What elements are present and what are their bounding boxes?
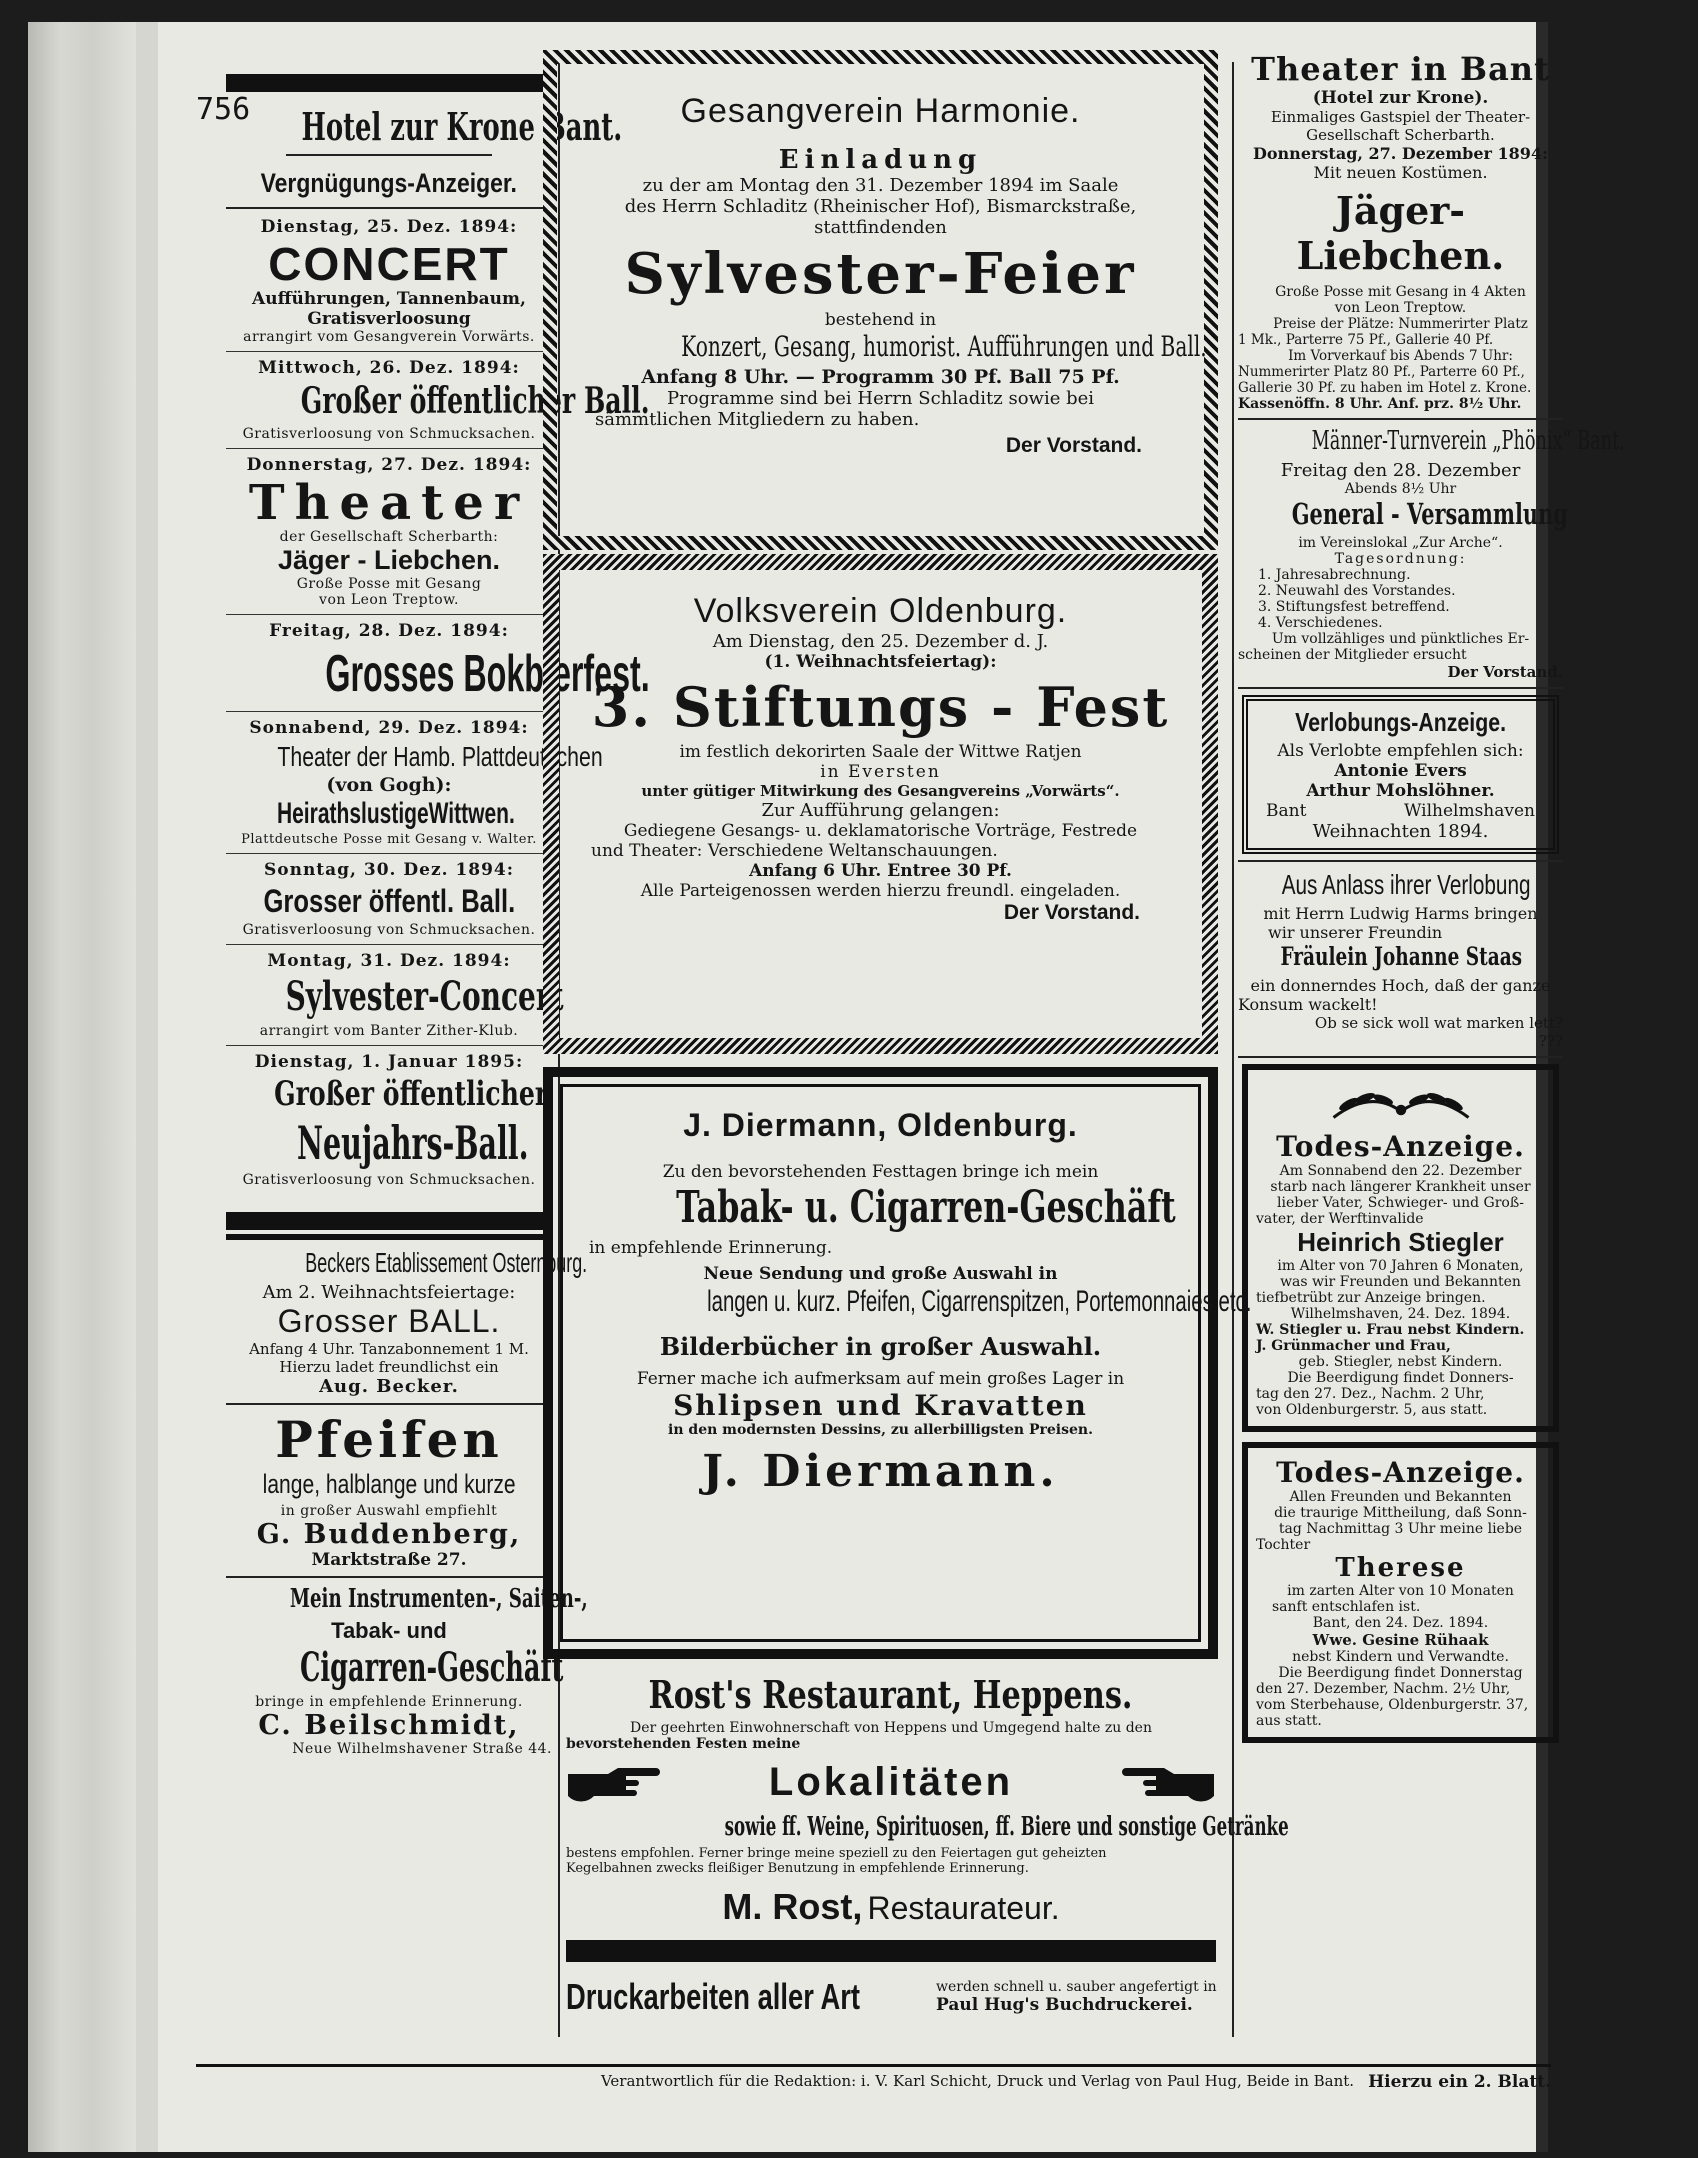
ad-phoenix-agenda-item: 2. Neuwahl des Vorstandes. [1258, 583, 1456, 599]
ad-harmonie-line: stattfindenden [814, 217, 947, 238]
ad-rost-signature [566, 1886, 1216, 1928]
ad-todes-2-line: vom Sterbehause, Oldenburgerstr. 37, [1256, 1697, 1529, 1713]
ad-phoenix-signature: Der Vorstand. [1447, 663, 1563, 681]
event-title-wrap [226, 882, 552, 922]
ad-rost-line-wrap [566, 1812, 1289, 1846]
divider [226, 448, 552, 449]
ad-phoenix-agenda-item: 1. Jahresabrechnung. [1258, 567, 1411, 583]
ad-volksverein [559, 570, 1202, 1038]
ad-rost-line: Der geehrten Einwohnerschaft von Heppens und Umgegend halte zu den [630, 1720, 1152, 1736]
event-line-wrap [226, 796, 552, 832]
ad-diermann-line: Neue Sendung und große Auswahl in [703, 1264, 1058, 1284]
rule-bar [226, 1212, 552, 1230]
ad-todes-2-line: nebst Kindern und Verwandte. [1292, 1649, 1509, 1665]
ad-harmonie-line: sämmtlichen Mitgliedern zu haben. [595, 409, 920, 430]
rule-bar [226, 74, 552, 92]
ad-todes-2-title: Todes-Anzeige. [1276, 1456, 1525, 1489]
event-line: Große Posse mit Gesang [296, 576, 482, 592]
ad-todes-2-line: sanft entschlafen ist. [1272, 1599, 1421, 1615]
column-1 [226, 70, 650, 1757]
ad-todes-1-line: J. Grünmacher und Frau, [1256, 1338, 1451, 1354]
ad-becker-signature: Aug. Becker. [319, 1376, 459, 1397]
ad-becker-line: Anfang 4 Uhr. Tanzabonnement 1 M. [249, 1340, 529, 1358]
ad-theater-line: 1 Mk., Parterre 75 Pf., Gallerie 40 Pf. [1238, 332, 1494, 348]
ad-becker-line: Am 2. Weihnachtsfeiertage: [262, 1282, 516, 1303]
ad-beilschmidt-name: C. Beilschmidt, [258, 1710, 520, 1741]
ad-verlobung-name: Antonie Evers [1334, 761, 1467, 781]
event-title-wrap [226, 740, 603, 774]
ad-todes-1-line: im Alter von 70 Jahren 6 Monaten, [1277, 1258, 1524, 1274]
ad-theater-headline: Jäger-Liebchen. [1296, 188, 1505, 278]
ad-diermann-headline-wrap [579, 1182, 1182, 1238]
ad-harmonie [557, 64, 1207, 536]
ad-verlobung-title: Verlobungs-Anzeige. [1295, 707, 1506, 737]
ad-anlass-line: Konsum wackelt! [1238, 995, 1378, 1014]
ad-todes-1-line: von Oldenburgerstr. 5, aus statt. [1256, 1402, 1488, 1418]
ad-todes-2-line: aus statt. [1256, 1713, 1322, 1729]
ad-todes-1-line: Am Sonnabend den 22. Dezember [1279, 1163, 1522, 1179]
ad-beilschmidt-title-wrap [226, 1644, 564, 1694]
ad-rost-line: bevorstehenden Festen meine [566, 1736, 801, 1752]
ad-theater-title: Theater in Bant [1251, 50, 1550, 88]
ad-volksverein-line: Anfang 6 Uhr. Entree 30 Pf. [749, 861, 1012, 881]
ad-verlobung-date: Weihnachten 1894. [1312, 821, 1489, 842]
ad-todes-1-line: starb nach längerer Krankheit unser [1270, 1179, 1531, 1195]
ad-harmonie-frame [543, 50, 1218, 550]
ad-todes-2-name: Therese [1335, 1553, 1466, 1583]
ad-becker-line: Hierzu ladet freundlichst ein [279, 1358, 499, 1376]
ad-phoenix-headline-wrap [1238, 497, 1568, 535]
ad-verlobung-location: Wilhelmshaven [1403, 801, 1535, 821]
ad-harmonie-einladung: Einladung [778, 145, 983, 175]
ad-beilschmidt-line: bringe in empfehlende Erinnerung. [255, 1694, 523, 1710]
ad-beilschmidt-title: Cigarren-Geschäft [300, 1644, 564, 1691]
newspaper-page [28, 22, 1625, 2152]
divider [1238, 418, 1563, 420]
ad-verlobung-location: Bant [1266, 801, 1307, 821]
ad-krone-subheader [226, 168, 552, 199]
ad-theater-line: Einmaliges Gastspiel der Theater- [1270, 108, 1531, 126]
ad-harmonie-line: des Herrn Schladitz (Rheinischer Hof), Bismarckstraße, [624, 196, 1137, 217]
ad-verlobung-name: Arthur Mohslöhner. [1306, 781, 1495, 801]
ad-pfeifen-line: lange, halblange und kurze [262, 1469, 516, 1499]
ad-phoenix-agenda-item: 4. Verschiedenes. [1258, 615, 1383, 631]
ad-todes-1-line: vater, der Werftinvalide [1256, 1211, 1424, 1227]
ad-theater-line: Große Posse mit Gesang in 4 Akten [1275, 284, 1526, 300]
ad-druck-text [936, 1979, 1217, 2015]
ad-diermann [553, 1077, 1252, 1649]
footer [196, 2072, 1551, 2092]
ad-volksverein-frame [543, 554, 1218, 1054]
ad-theater-line: Nummerirter Platz 80 Pf., Parterre 60 Pf., [1238, 364, 1525, 380]
ad-verlobung-locations [1256, 801, 1545, 821]
ad-krone-title: Hotel zur Krone Bant. [301, 104, 623, 149]
ad-rost-headline-row [566, 1752, 1216, 1812]
divider [1238, 1056, 1563, 1058]
ad-todes-2-line: Bant, den 24. Dez. 1894. [1312, 1615, 1489, 1631]
ad-volksverein-line: in Eversten [820, 762, 941, 782]
event-date: Freitag, 28. Dez. 1894: [269, 621, 509, 641]
ad-rost-title: Rost's Restaurant, Heppens. [648, 1672, 1133, 1717]
ad-phoenix-line: Abends 8½ Uhr [1344, 481, 1457, 497]
ad-todes-1-line: tiefbetrübt zur Anzeige bringen. [1256, 1290, 1486, 1306]
ad-theater-line: von Leon Treptow. [1334, 300, 1467, 316]
ad-beilschmidt-line: Tabak- und [331, 1618, 447, 1643]
event-line: der Gesellschaft Scherbarth: [279, 529, 499, 545]
ad-volksverein-line: Alle Parteigenossen werden hierzu freundl. eingeladen. [640, 881, 1121, 901]
event-line: arrangirt vom Gesangverein Vorwärts. [243, 329, 535, 345]
divider [226, 1045, 552, 1046]
ad-rost-line: sowie ff. Weine, Spirituosen, ff. Biere und sonstige Getränke [724, 1812, 1289, 1842]
event-date: Donnerstag, 27. Dez. 1894: [246, 455, 532, 475]
ad-anlass-name: Fräulein Johanne Staas [1280, 942, 1523, 971]
ad-todes-1-line: tag den 27. Dez., Nachm. 2 Uhr, [1256, 1386, 1485, 1402]
event-title: Theater der Hamb. Plattdeutschen [277, 741, 603, 772]
event-line: HeirathslustigeWittwen. [276, 797, 515, 830]
ad-phoenix-line: Tagesordnung: [1334, 551, 1467, 567]
ad-diermann-signature: J. Diermann. [702, 1446, 1059, 1497]
ad-diermann-line: Zu den bevorstehenden Festtagen bringe ich mein [662, 1162, 1099, 1182]
event-line: Gratisverloosung von Schmucksachen. [242, 426, 536, 442]
footer-rule [196, 2064, 1551, 2067]
ad-beilschmidt-line-wrap [226, 1584, 588, 1618]
ad-diermann-line: in empfehlende Erinnerung. [589, 1238, 833, 1258]
divider [226, 351, 552, 352]
ad-verlobung-line: Als Verlobte empfehlen sich: [1277, 741, 1524, 761]
ad-druck-headline: Druckarbeiten aller Art [566, 1976, 860, 2017]
divider [226, 853, 552, 854]
ad-rost-headline: Lokalitäten [768, 1759, 1014, 1804]
pointing-hand-left-icon [1120, 1762, 1216, 1802]
ad-theater-line: Im Vorverkauf bis Abends 7 Uhr: [1288, 348, 1513, 364]
event-title-wrap [226, 1074, 552, 1116]
ad-theater-line: Gesellschaft Scherbarth. [1306, 126, 1495, 144]
event-title: CONCERT [268, 238, 510, 290]
event-title: Theater [248, 475, 530, 531]
event-line: von Leon Treptow. [319, 592, 459, 608]
ad-theater-line: Gallerie 30 Pf. zu haben im Hotel z. Krone. [1238, 380, 1532, 396]
ad-druck-line: Paul Hug's Buchdruckerei. [936, 1995, 1193, 2015]
ad-krone-header [226, 104, 623, 152]
ad-theater-line: Mit neuen Kostümen. [1313, 163, 1488, 182]
ad-diermann-frame [543, 1067, 1252, 1659]
ad-theater-date: Donnerstag, 27. Dezember 1894: [1253, 144, 1548, 163]
ad-todes-1-line: Wilhelmshaven, 24. Dez. 1894. [1290, 1306, 1511, 1322]
ad-diermann-headline: Tabak- u. Cigarren-Geschäft [676, 1182, 1176, 1233]
ad-rost-line: bestens empfohlen. Ferner bringe meine speziell zu den Feiertagen gut geheizten [566, 1846, 1107, 1861]
event-title: Großer öffentlicher Ball. [300, 380, 650, 422]
ad-todes-1 [1242, 1064, 1559, 1432]
ad-krone-subheader-text: Vergnügungs-Anzeiger. [260, 168, 518, 198]
ad-verlobung-title-wrap [1256, 707, 1545, 741]
ad-volksverein-line: und Theater: Verschiedene Weltanschauungen. [591, 841, 998, 861]
ad-pfeifen-line: in großer Auswahl empfiehlt [280, 1503, 498, 1519]
ad-harmonie-line: bestehend in [824, 310, 937, 330]
ad-diermann-line: Bilderbücher in großer Auswahl. [659, 1332, 1102, 1361]
ad-pfeifen-title: Pfeifen [275, 1410, 503, 1469]
ad-harmonie-line-wrap [579, 330, 1207, 366]
event-title-wrap [226, 1116, 552, 1172]
event-line: Plattdeutsche Posse mit Gesang v. Walter. [241, 832, 537, 847]
ad-todes-1-line: W. Stiegler u. Frau nebst Kindern. [1256, 1322, 1525, 1338]
event-date: Sonntag, 30. Dez. 1894: [263, 860, 515, 880]
ad-todes-1-line: geb. Stiegler, nebst Kindern. [1298, 1354, 1503, 1370]
ad-volksverein-line: Gediegene Gesangs- u. deklamatorische Vorträge, Festrede [623, 821, 1138, 841]
ad-diermann-line: Shlipsen und Kravatten [673, 1389, 1088, 1422]
rule-bar [226, 1234, 552, 1240]
event-date: Dienstag, 25. Dez. 1894: [260, 217, 518, 237]
divider [226, 944, 552, 945]
ad-phoenix-title: Männer-Turnverein „Phönix“ Bant. [1311, 426, 1625, 456]
ad-todes-2-line: im zarten Alter von 10 Monaten [1287, 1583, 1514, 1599]
ad-rost-line: Kegelbahnen zwecks fleißiger Benutzung in empfehlende Erinnerung. [566, 1861, 1029, 1876]
ad-anlass-line: Ob se sick woll wat marken lett? [1314, 1014, 1563, 1032]
ad-volksverein-line: im festlich dekorirten Saale der Wittwe Ratjen [679, 742, 1082, 762]
divider [1238, 687, 1563, 689]
footer-note: Hierzu ein 2. Blatt. [1368, 2072, 1551, 2092]
ad-diermann-line: langen u. kurz. Pfeifen, Cigarrenspitzen, Portemonnaies etc. [707, 1285, 1252, 1318]
ad-pfeifen-address: Marktstraße 27. [311, 1550, 467, 1570]
column-rule-2 [1232, 62, 1234, 2037]
ad-rost-title-wrap [566, 1672, 1216, 1720]
ad-phoenix-line: scheinen der Mitglieder ersucht [1238, 647, 1467, 663]
event-title: Grosses Bokbierfest. [325, 645, 650, 703]
ad-volksverein-line: Am Dienstag, den 25. Dezember d. J. [712, 631, 1049, 652]
ad-anlass-line: mit Herrn Ludwig Harms bringen [1263, 904, 1538, 923]
event-date: Montag, 31. Dez. 1894: [267, 951, 511, 971]
ad-todes-2-line: Die Beerdigung findet Donnerstag [1278, 1665, 1523, 1681]
ad-anlass-line: ??? [1538, 1032, 1563, 1050]
ad-harmonie-headline: Sylvester-Feier [624, 241, 1137, 307]
ad-todes-1-name: Heinrich Stiegler [1297, 1227, 1504, 1257]
ad-todes-1-title: Todes-Anzeige. [1276, 1130, 1525, 1163]
ad-harmonie-signature: Der Vorstand. [1005, 434, 1142, 457]
ad-phoenix-title-wrap [1238, 426, 1625, 460]
event-title-wrap [226, 643, 650, 705]
event-line: Jäger - Liebchen. [277, 545, 501, 575]
ad-becker-title: Beckers Etablissement Osternburg. [305, 1247, 588, 1278]
ad-becker-title-wrap [226, 1246, 588, 1282]
ad-anlass-name-wrap [1238, 942, 1563, 976]
ad-phoenix-headline: General - Versammlung [1291, 497, 1568, 531]
divider [1238, 860, 1563, 862]
ad-beilschmidt-address: Neue Wilhelmshavener Straße 44. [292, 1741, 552, 1757]
ad-pfeifen-line-wrap [226, 1469, 552, 1503]
ad-todes-2-line: den 27. Dezember, Nachm. 2½ Uhr, [1256, 1681, 1511, 1697]
ad-druck [566, 1966, 1216, 2028]
ad-theater-line: Kassenöffn. 8 Uhr. Anf. prz. 8½ Uhr. [1238, 396, 1522, 412]
ad-pfeifen-name: G. Buddenberg, [256, 1519, 522, 1550]
column-3 [1238, 50, 1625, 1743]
ad-diermann-title: J. Diermann, Oldenburg. [683, 1107, 1078, 1143]
ad-volksverein-line: Zur Aufführung gelangen: [761, 800, 1000, 821]
ad-theater-line: Preise der Plätze: Nummerirter Platz [1273, 316, 1528, 332]
ad-volksverein-title: Volksverein Oldenburg. [693, 592, 1068, 630]
ad-todes-2-line: Tochter [1256, 1537, 1311, 1553]
ad-diermann-line-wrap [579, 1284, 1252, 1324]
ad-phoenix-line: Freitag den 28. Dezember [1280, 460, 1521, 481]
divider [226, 1576, 552, 1578]
divider [226, 614, 552, 615]
ad-todes-2-line: Wwe. Gesine Rühaak [1312, 1631, 1489, 1649]
event-title: Sylvester-Concert [285, 973, 564, 1020]
ad-anlass-line: wir unserer Freundin [1268, 923, 1443, 942]
ad-diermann-line: Ferner mache ich aufmerksam auf mein großes Lager in [636, 1369, 1125, 1389]
rule-bar [566, 1940, 1216, 1962]
ad-anlass-title: Aus Anlass ihrer Verlobung [1281, 869, 1531, 900]
divider [226, 1403, 552, 1405]
ad-druck-headline-wrap [566, 1976, 936, 2018]
event-title: Grosser öffentl. Ball. [263, 883, 515, 919]
event-date: Sonnabend, 29. Dez. 1894: [249, 718, 529, 738]
ad-verlobung [1242, 695, 1559, 854]
page-number: 756 [196, 92, 251, 127]
ad-todes-2-line: tag Nachmittag 3 Uhr meine liebe [1278, 1521, 1523, 1537]
ad-phoenix-line: im Vereinslokal „Zur Arche“. [1298, 535, 1503, 551]
event-line: Gratisverloosung von Schmucksachen. [242, 922, 536, 938]
ad-todes-1-line: lieber Vater, Schwieger- und Groß- [1277, 1195, 1524, 1211]
event-line: arrangirt vom Banter Zither-Klub. [259, 1023, 519, 1039]
ad-beilschmidt-line: Mein Instrumenten-, Saiten-, [289, 1584, 588, 1614]
ad-druck-line: werden schnell u. sauber angefertigt in [936, 1979, 1217, 1995]
ad-todes-2-line: die traurige Mittheilung, daß Sonn- [1274, 1505, 1527, 1521]
ad-volksverein-headline: 3. Stiftungs - Fest [591, 675, 1170, 739]
event-line: Gratisverloosung [307, 309, 471, 329]
ad-rost-signature-name: M. Rost, [722, 1886, 863, 1927]
ad-harmonie-line: Programme sind bei Herrn Schladitz sowie bei [666, 388, 1095, 409]
event-date: Dienstag, 1. Januar 1895: [254, 1052, 524, 1072]
ad-diermann-line: in den modernsten Dessins, zu allerbilligsten Preisen. [668, 1422, 1093, 1438]
event-line: (von Gogh): [326, 774, 452, 796]
ad-volksverein-line: unter gütiger Mitwirkung des Gesangvereins „Vorwärts“. [641, 782, 1120, 800]
ad-theater-sub: (Hotel zur Krone). [1312, 88, 1489, 108]
footer-imprint: Verantwortlich für die Redaktion: i. V. Karl Schicht, Druck und Verlag von Paul Hug, Beide in Bant. [600, 2072, 1355, 2090]
event-title-wrap [226, 973, 564, 1023]
ad-todes-1-line: was wir Freunden und Bekannten [1280, 1274, 1521, 1290]
ad-harmonie-line: Konzert, Gesang, humorist. Aufführungen und Ball. [681, 330, 1207, 363]
event-date: Mittwoch, 26. Dez. 1894: [258, 358, 520, 378]
ad-becker-headline: Grosser BALL. [277, 1303, 501, 1339]
event-line: Aufführungen, Tannenbaum, [252, 289, 526, 309]
pointing-hand-right-icon [566, 1762, 662, 1802]
ad-volksverein-line: (1. Weihnachtsfeiertag): [764, 652, 997, 672]
event-title: Großer öffentlicher [274, 1074, 549, 1114]
ad-volksverein-signature: Der Vorstand. [1003, 901, 1140, 924]
ad-anlass-title-wrap [1238, 868, 1563, 904]
ad-rost-signature-title: Restaurateur. [867, 1890, 1060, 1926]
ad-harmonie-line: Anfang 8 Uhr. — Programm 30 Pf. Ball 75 Pf. [641, 366, 1120, 388]
ad-todes-1-line: Die Beerdigung findet Donners- [1287, 1370, 1514, 1386]
event-title-wrap [226, 380, 650, 426]
ad-phoenix-line: Um vollzähliges und pünktliches Er- [1271, 631, 1530, 647]
laurel-wreath-icon [1326, 1078, 1476, 1130]
ad-harmonie-line: zu der am Montag den 31. Dezember 1894 im Saale [642, 175, 1119, 196]
ad-harmonie-title: Gesangverein Harmonie. [680, 92, 1081, 130]
ad-todes-2-line: Allen Freunden und Bekannten [1289, 1489, 1512, 1505]
binding-edge [136, 22, 158, 2152]
ad-phoenix-agenda-item: 3. Stiftungsfest betreffend. [1258, 599, 1450, 615]
binding-spine [28, 22, 136, 2152]
event-title-2: Neujahrs-Ball. [296, 1116, 529, 1170]
ad-anlass-line: ein donnerndes Hoch, daß der ganze [1250, 976, 1551, 995]
divider [226, 711, 552, 712]
divider [226, 207, 552, 209]
event-line: Gratisverloosung von Schmucksachen. [242, 1172, 536, 1188]
divider [286, 154, 492, 156]
ad-todes-2 [1242, 1442, 1559, 1743]
